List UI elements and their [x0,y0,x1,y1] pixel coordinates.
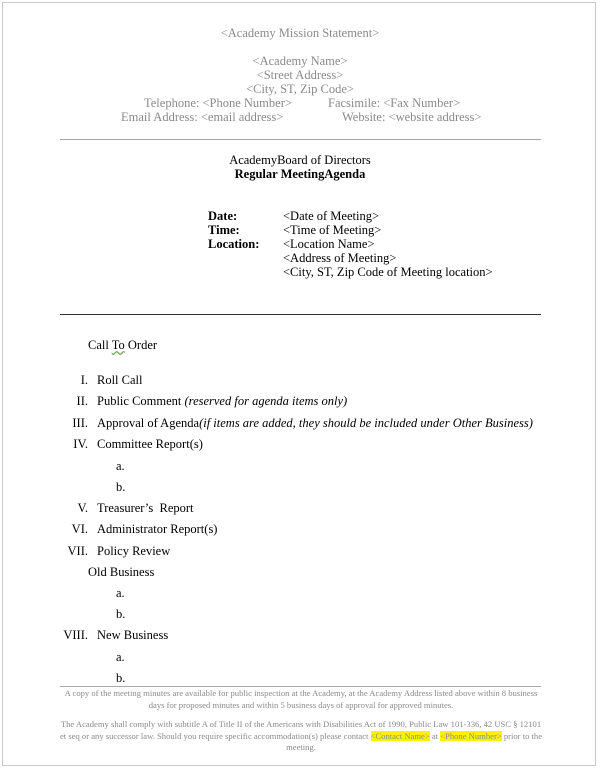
sub-item-a: a. [116,586,125,600]
agenda-item-policy-review: Policy Review [97,544,171,558]
street-address: <Street Address> [256,68,344,82]
page-border [2,2,596,766]
time-label: Time: [208,223,240,237]
mission-statement: <Academy Mission Statement> [220,26,380,40]
old-business-heading: Old Business [88,565,155,579]
date-value: <Date of Meeting> [283,209,380,223]
fax-line [328,96,460,111]
city-state-zip: <City, ST, Zip Code> [246,82,354,96]
fax-value: <Fax Number> [383,96,461,110]
item-number: I. [80,373,88,387]
sub-item-a: a. [116,459,125,473]
agenda-item-administrator-report: Administrator Report(s) [97,522,218,536]
item-number: III. [72,416,88,430]
location-value: <Location Name> [283,237,375,251]
footer-divider [60,686,541,687]
minutes-notice: A copy of the meeting minutes are available for public inspection at the Academy, at the Academy Address listed above within 8 business days for proposed minutes and within 5 business days of approval for approved minutes. [64,688,538,710]
agenda-item-new-business: New Business [97,628,169,642]
fax-label: Facsimile: [328,96,381,110]
sub-item-b: b. [116,480,126,494]
item-label: Public Comment [97,394,185,408]
item-number: VII. [67,544,88,558]
telephone-value: <Phone Number> [202,96,292,110]
location-label: Location: [208,237,260,251]
agenda-item-committee-reports: Committee Report(s) [97,437,203,451]
item-label: Approval of Agenda [97,416,200,430]
details-divider [60,314,541,315]
item-number: IV. [73,437,88,451]
ada-text-a: The Academy shall comply with subtitle A of Title II of the Americans with Disabilities Act of 1990, Public Law 101-336, 42 USC § 12101 et seq or any successor law. Should you require specific accommodation(s) please contact [59,719,542,741]
item-note: (reserved for agenda items only) [184,394,348,408]
email-line [121,110,283,125]
website-value: <website address> [388,110,482,124]
agenda-item-public-comment [97,394,347,409]
item-note: (if items are added, they should be included under Other Business) [199,416,533,430]
item-number: II. [76,394,88,408]
address-value: <Address of Meeting> [283,251,397,265]
item-number: VIII. [63,628,88,642]
item-number: VI. [71,522,88,536]
ada-notice [58,719,544,754]
website-label: Website: [342,110,386,124]
ada-text-b: at [429,730,441,741]
agenda-item-roll-call: Roll Call [97,373,143,387]
telephone-line [144,96,292,111]
agenda-item-treasurer-report: Treasurer’s Report [97,501,194,515]
meeting-city-value: <City, ST, Zip Code of Meeting location> [283,265,493,279]
academy-name: <Academy Name> [252,54,348,68]
board-title: AcademyBoard of Directors [229,153,371,167]
item-number: V. [77,501,88,515]
call-to-order-c: Order [124,338,158,352]
date-label: Date: [208,209,238,223]
website-line [342,110,481,125]
sub-item-a: a. [116,650,125,664]
time-value: <Time of Meeting> [283,223,382,237]
email-label: Email Address: [121,110,198,124]
sub-item-b: b. [116,607,126,621]
header-divider [60,139,541,140]
contact-phone-placeholder: <Phone Number> [440,730,502,741]
contact-name-placeholder: <Contact Name> [370,730,430,741]
sub-item-b: b. [116,671,126,685]
agenda-title: Regular MeetingAgenda [234,167,366,181]
call-to-order-b: To [111,338,125,352]
call-to-order-a: Call [88,338,112,352]
agenda-item-approval [97,416,533,431]
telephone-label: Telephone: [144,96,200,110]
ada-text-c: prior to the meeting. [286,730,543,752]
call-to-order [88,338,157,353]
email-value: <email address> [200,110,284,124]
